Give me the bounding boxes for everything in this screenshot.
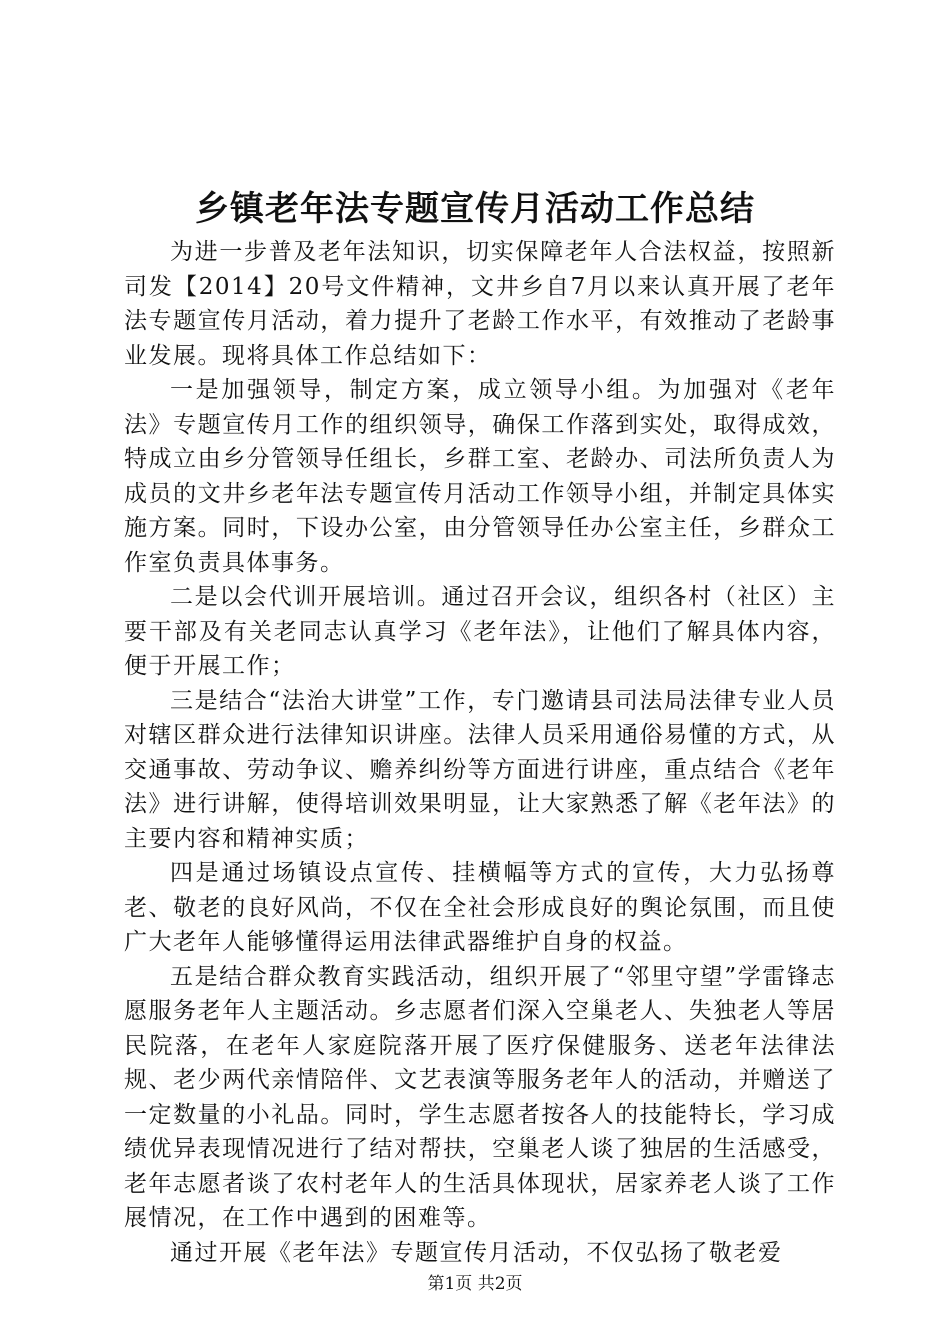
paragraph-conclusion: 通过开展《老年法》专题宣传月活动，不仅弘扬了敬老爱 <box>170 1239 783 1266</box>
paragraph-one: 一是加强领导，制定方案，成立领导小组。为加强对《老年法》专题宣传月工作的组织领导，确保工作落到实处，取得成效，特成立由乡分管领导任组长，乡群工室、老龄办、司法所负责人为成员的文井乡老年法专题宣传月活动工作领导小组，并制定具体实施方案。同时，下设办公室，由分管领导任办公室主任，乡群众工作室负责具体事务。 <box>124 377 836 576</box>
paragraph-four: 四是通过场镇设点宣传、挂横幅等方式的宣传，大力弘扬尊老、敬老的良好风尚，不仅在全社会形成良好的舆论氛围，而且使广大老年人能够懂得运用法律武器维护自身的权益。 <box>124 860 836 955</box>
document-body <box>124 235 836 1270</box>
page-number: 第1页 共2页 <box>427 1274 523 1294</box>
paragraph-two: 二是以会代训开展培训。通过召开会议，组织各村（社区）主要干部及有关老同志认真学习《老年法》，让他们了解具体内容，便于开展工作； <box>124 584 836 679</box>
paragraph-five: 五是结合群众教育实践活动，组织开展了“邻里守望”学雷锋志愿服务老年人主题活动。乡志愿者们深入空巢老人、失独老人等居民院落，在老年人家庭院落开展了医疗保健服务、送老年法律法规、老少两代亲情陪伴、文艺表演等服务老年人的活动，并赠送了一定数量的小礼品。同时，学生志愿者按各人的技能特长，学习成绩优异表现情况进行了结对帮扶，空巢老人谈了独居的生活感受，老年志愿者谈了农村老年人的生活具体现状，居家养老人谈了工作展情况，在工作中遇到的困难等。 <box>124 963 836 1231</box>
document-title: 乡镇老年法专题宣传月活动工作总结 <box>195 189 755 229</box>
paragraph-three: 三是结合“法治大讲堂”工作，专门邀请县司法局法律专业人员对辖区群众进行法律知识讲座。法律人员采用通俗易懂的方式，从交通事故、劳动争议、赡养纠纷等方面进行讲座，重点结合《老年法》进行讲解，使得培训效果明显，让大家熟悉了解《老年法》的主要内容和精神实质； <box>124 687 836 852</box>
paragraph-intro: 为进一步普及老年法知识，切实保障老年人合法权益，按照新司发【2014】20号文件精神，文井乡自7月以来认真开展了老年法专题宣传月活动，着力提升了老龄工作水平，有效推动了老龄事业发展。现将具体工作总结如下： <box>124 239 836 369</box>
